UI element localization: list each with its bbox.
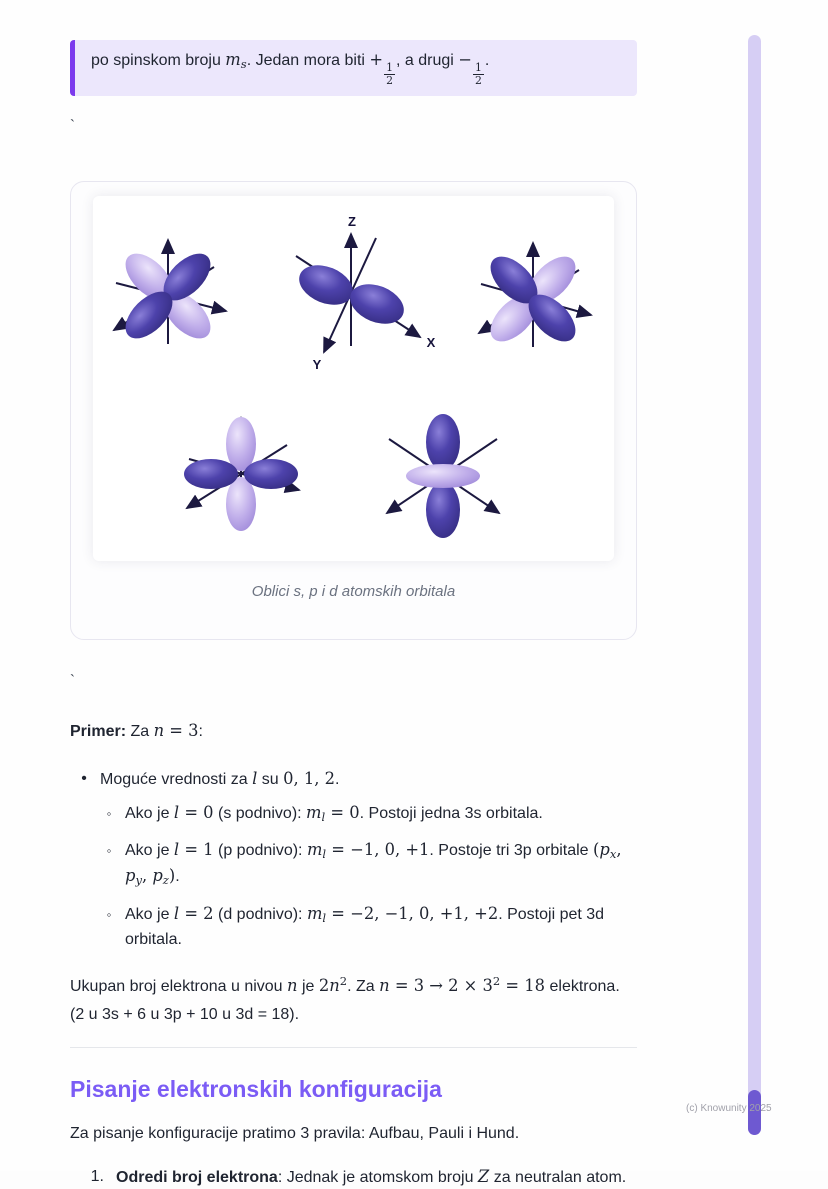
circle-bullet-marker: ◦ (106, 843, 112, 859)
list-item (103, 903, 637, 951)
circle-bullet-marker: ◦ (106, 805, 112, 821)
number-marker: 1. (90, 1167, 104, 1185)
orbitals-svg (93, 196, 614, 561)
rules-paragraph: Za pisanje konfiguracije pratimo 3 pravila: Aufbau, Pauli i Hund. (70, 1124, 520, 1142)
orbitals-figure (70, 181, 637, 640)
callout-note (70, 40, 637, 96)
watermark: (c) Knowunity 2025 (686, 1103, 772, 1114)
section-heading: Pisanje elektronskih konfiguracija (70, 1075, 442, 1102)
total-electrons-paragraph: Ukupan broj elektrona u nivou n je $2n^2$. Za $n = 3 \to 2 \times 3^2 = 18$ elektrona. (2 u 3s + 6 u 3p + 10 u 3d = 18). (70, 973, 620, 1023)
callout-text: po spinskom broju $m_s$. Jedan mora biti + $\frac{1}{2}$ , a drugi − $\frac{1}{2}$ . (91, 50, 490, 88)
d-orbital-z2 (387, 414, 499, 538)
figure-caption: Oblici s, p i d atomskih orbitala (251, 582, 456, 600)
list-item-text: Ako je l = 0 (s podnivo): $m_l = 0$. Postoji jedna 3s orbitala. (125, 802, 543, 825)
list-item (103, 802, 637, 828)
bullet-marker: • (81, 769, 87, 787)
stray-backtick-1: ` (70, 116, 75, 134)
numbered-list-item (88, 1166, 637, 1189)
axis-label-y: Y (312, 356, 322, 372)
p-orbital-labeled-axes (293, 214, 435, 372)
list-item-text: Moguće vrednosti za l su 0, 1, 2. (100, 768, 340, 788)
axis-label-z: Z (348, 213, 356, 229)
d-orbital-clover-2 (479, 243, 591, 350)
scrollbar-track[interactable] (748, 35, 761, 1135)
list-item (78, 768, 637, 791)
d-orbital-clover-1 (114, 240, 226, 347)
divider (70, 1047, 637, 1048)
primer-line: Primer: Za n = 3: (70, 720, 203, 740)
list-item-text: Ako je l = 2 (d podnivo): $m_l = -2$, −1, 0, +1, +2. Postoji pet 3d orbitala. (125, 903, 605, 948)
stray-backtick-2: ` (70, 671, 75, 689)
orbitals-image (93, 196, 614, 561)
d-orbital-x2y2 (184, 417, 299, 531)
circle-bullet-marker: ◦ (106, 906, 112, 922)
axis-label-x: X (426, 334, 436, 350)
list-item-text: Ako je l = 1 (p podnivo): $m_l = -1$, 0, +1. Postoje tri 3p orbitale ($p_x$, $p_y$, $p_z$). (125, 840, 622, 888)
list-item-text: Odredi broj elektrona: Jednak je atomskom broju Z za neutralan atom. (116, 1166, 627, 1186)
list-item (103, 839, 637, 891)
document-content (70, 0, 637, 1189)
